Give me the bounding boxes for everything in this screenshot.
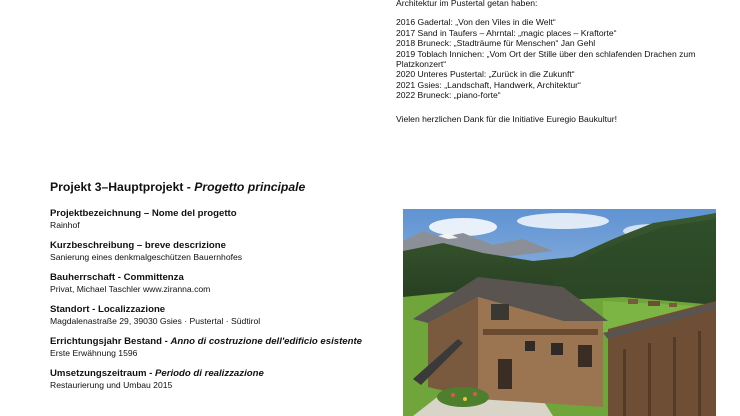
- project-title: [50, 180, 305, 194]
- event-item: 2022 Bruneck: „piano-forte“: [396, 90, 501, 101]
- detail-entry: [50, 240, 390, 262]
- thanks-line: Vielen herzlichen Dank für die Initiative Euregio Baukultur!: [396, 113, 618, 124]
- event-item: 2020 Unteres Pustertal: „Zurück in die Zukunft“: [396, 69, 575, 80]
- farmhouse-photo: [403, 209, 716, 416]
- intro-line: Architektur im Pustertal getan haben:: [396, 0, 538, 8]
- event-item: 2016 Gadertal: „Von den Viles in die Welt“: [396, 17, 556, 28]
- event-item: 2021 Gsies: „Landschaft, Handwerk, Architektur“: [396, 79, 581, 90]
- project-title-main: Projekt 3–Hauptprojekt -: [50, 180, 195, 194]
- detail-entry: [50, 336, 390, 358]
- detail-entry: [50, 208, 390, 230]
- detail-entry: [50, 304, 390, 326]
- detail-value: Sanierung eines denkmalgeschützen Bauernhofes: [50, 251, 243, 262]
- detail-value: Privat, Michael Taschler www.ziranna.com: [50, 283, 211, 294]
- event-item: 2018 Bruneck: „Stadträume für Menschen“ Jan Gehl: [396, 38, 596, 49]
- detail-label: Standort - Localizzazione: [50, 304, 166, 315]
- detail-entry: [50, 368, 390, 390]
- event-history: [396, 0, 726, 124]
- detail-value: Restaurierung und Umbau 2015: [50, 379, 173, 390]
- detail-label: Errichtungsjahr Bestand - Anno di costruzione dell'edificio esistente: [50, 336, 363, 347]
- detail-value: Erste Erwähnung 1596: [50, 347, 138, 358]
- detail-value: Rainhof: [50, 219, 80, 230]
- detail-label: Bauherrschaft - Committenza: [50, 272, 184, 283]
- event-item: 2017 Sand in Taufers – Ahrntal: „magic places – Kraftorte“: [396, 27, 617, 38]
- detail-entry: [50, 272, 390, 294]
- detail-value: Magdalenastraße 29, 39030 Gsies · Pustertal · Südtirol: [50, 315, 261, 326]
- detail-label: Kurzbeschreibung – breve descrizione: [50, 240, 226, 251]
- project-title-italic: Progetto principale: [194, 180, 306, 194]
- detail-label: Umsetzungszeitraum - Periodo di realizzazione: [50, 368, 264, 379]
- project-details: [50, 208, 390, 400]
- event-item: 2019 Toblach Innichen: „Vom Ort der Stille über den schlafenden Drachen zum Platzkonzert“: [396, 48, 696, 70]
- detail-label: Projektbezeichnung – Nome del progetto: [50, 208, 237, 219]
